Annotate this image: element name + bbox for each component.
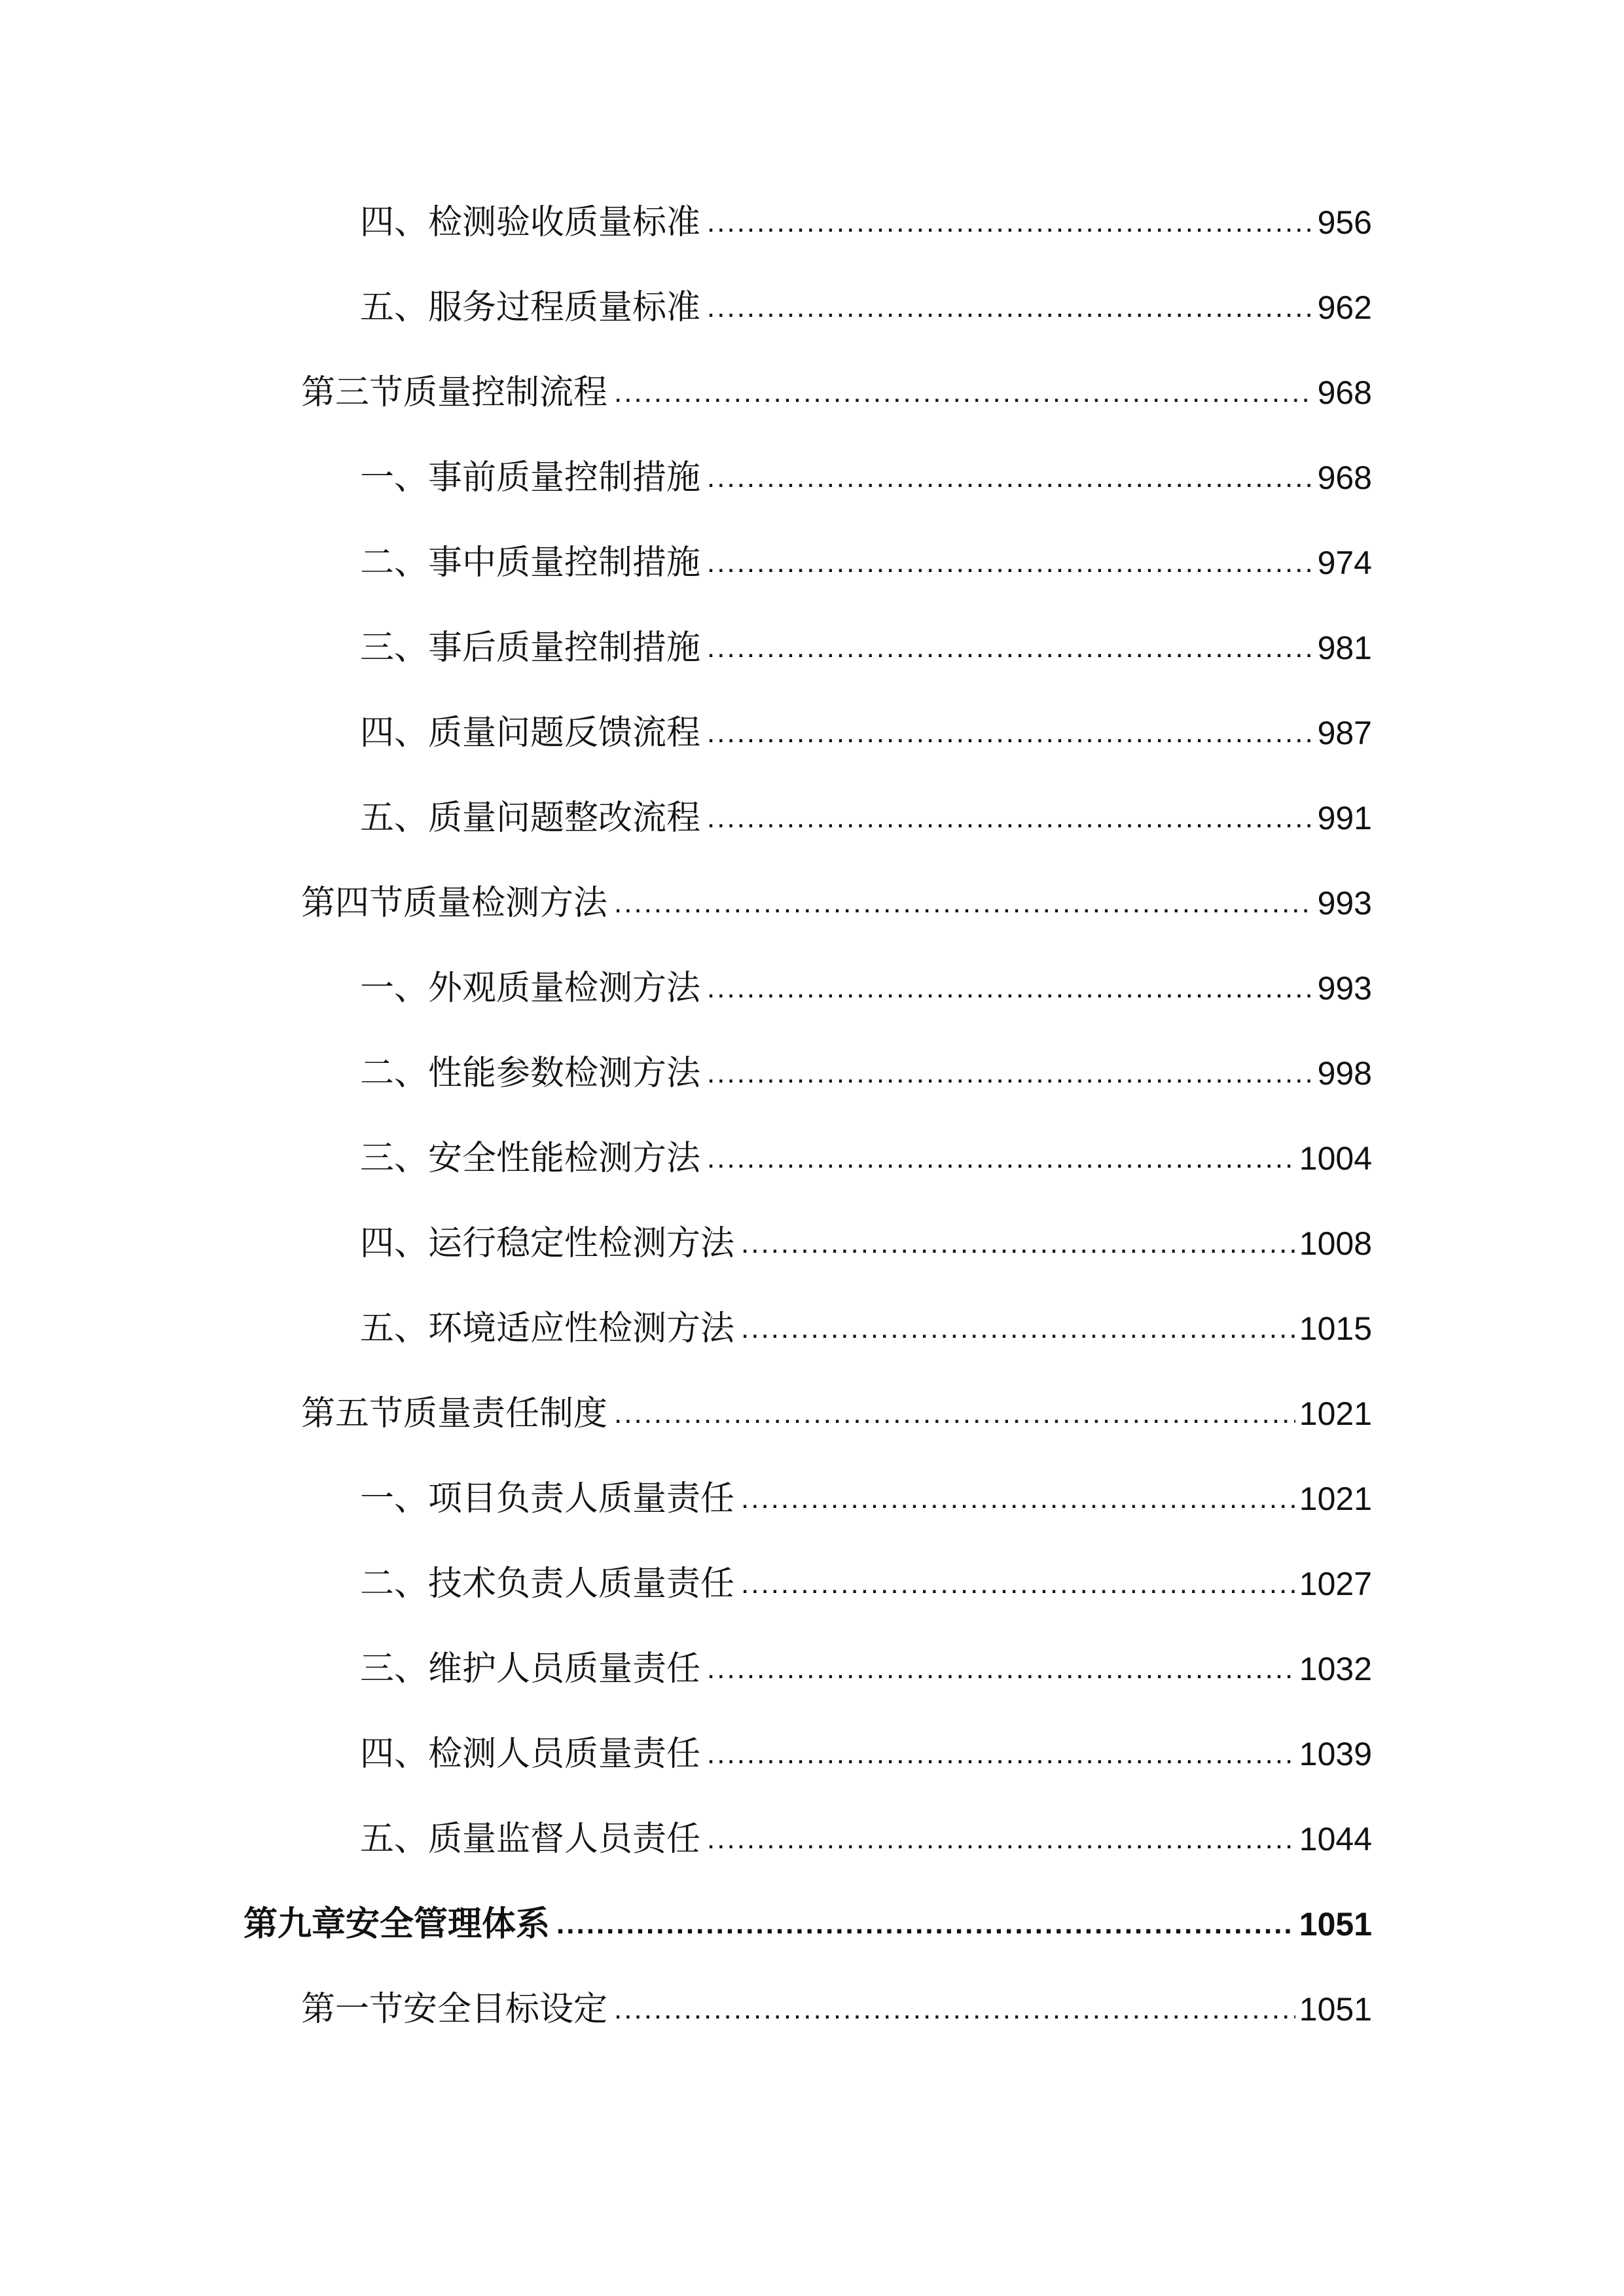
toc-dot-leader bbox=[707, 622, 1314, 674]
toc-entry-page: 968 bbox=[1317, 459, 1372, 496]
toc-dot-leader bbox=[614, 877, 1314, 929]
toc-entry[interactable] bbox=[360, 537, 1372, 589]
toc-entry-page: 1008 bbox=[1299, 1225, 1372, 1262]
toc-entry-title: 四、质量问题反馈流程 bbox=[360, 713, 701, 753]
toc-entry[interactable] bbox=[360, 1047, 1372, 1100]
toc-entry-title: 三、安全性能检测方法 bbox=[360, 1139, 701, 1178]
toc-entry-page: 1004 bbox=[1299, 1140, 1372, 1177]
toc-entry[interactable] bbox=[360, 1302, 1372, 1355]
toc-entry-page: 1044 bbox=[1299, 1821, 1372, 1857]
toc-dot-leader bbox=[707, 537, 1314, 589]
toc-entry-page: 1039 bbox=[1299, 1736, 1372, 1772]
toc-entry-page: 962 bbox=[1317, 289, 1372, 326]
toc-entry-title: 一、项目负责人质量责任 bbox=[360, 1479, 735, 1518]
toc-dot-leader bbox=[556, 1898, 1295, 1950]
toc-dot-leader bbox=[741, 1217, 1295, 1270]
toc-entry[interactable] bbox=[360, 962, 1372, 1014]
toc-entry-page: 981 bbox=[1317, 630, 1372, 666]
toc-entry-title: 五、环境适应性检测方法 bbox=[360, 1309, 735, 1348]
toc-entry-page: 1051 bbox=[1299, 1991, 1372, 2028]
toc-entry-page: 998 bbox=[1317, 1055, 1372, 1092]
toc-entry[interactable] bbox=[360, 281, 1372, 334]
toc-entry-page: 1015 bbox=[1299, 1310, 1372, 1347]
toc-dot-leader bbox=[707, 1132, 1295, 1185]
toc-entry-title: 第四节质量检测方法 bbox=[301, 884, 608, 923]
toc-entry[interactable] bbox=[301, 877, 1372, 929]
toc-entry-title: 五、质量监督人员责任 bbox=[360, 1820, 701, 1859]
toc-dot-leader bbox=[707, 792, 1314, 844]
toc-entry[interactable] bbox=[360, 1558, 1372, 1610]
toc-entry[interactable] bbox=[360, 1132, 1372, 1185]
toc-dot-leader bbox=[707, 962, 1314, 1014]
toc-entry-title: 二、性能参数检测方法 bbox=[360, 1054, 701, 1093]
toc-entry-page: 968 bbox=[1317, 374, 1372, 411]
toc-entry-title: 二、技术负责人质量责任 bbox=[360, 1564, 735, 1604]
toc-dot-leader bbox=[614, 1983, 1295, 2036]
toc-entry-title: 一、外观质量检测方法 bbox=[360, 969, 701, 1008]
toc-dot-leader bbox=[707, 1813, 1295, 1865]
toc-entry-title: 三、维护人员质量责任 bbox=[360, 1649, 701, 1689]
toc-entry-page: 956 bbox=[1317, 204, 1372, 241]
toc-dot-leader bbox=[707, 1047, 1314, 1100]
toc-entry-title: 五、服务过程质量标准 bbox=[360, 288, 701, 327]
toc-dot-leader bbox=[707, 1728, 1295, 1780]
toc-entry-page: 991 bbox=[1317, 800, 1372, 836]
toc-entry[interactable] bbox=[301, 367, 1372, 419]
toc-entry-page: 993 bbox=[1317, 885, 1372, 922]
toc-entry-page: 1021 bbox=[1299, 1480, 1372, 1517]
toc-entry[interactable] bbox=[301, 1388, 1372, 1440]
toc-entry[interactable] bbox=[360, 196, 1372, 249]
toc-entry-title: 第三节质量控制流程 bbox=[301, 373, 608, 412]
toc-entry-title: 一、事前质量控制措施 bbox=[360, 458, 701, 497]
toc-dot-leader bbox=[741, 1558, 1295, 1610]
toc-entry-title: 第一节安全目标设定 bbox=[301, 1990, 608, 2029]
toc-entry[interactable] bbox=[360, 792, 1372, 844]
toc-entry-page: 993 bbox=[1317, 970, 1372, 1007]
toc-dot-leader bbox=[614, 1388, 1295, 1440]
toc-entry[interactable] bbox=[360, 452, 1372, 504]
toc-dot-leader bbox=[707, 1643, 1295, 1695]
toc-dot-leader bbox=[707, 196, 1314, 249]
toc-entry-title: 三、事后质量控制措施 bbox=[360, 628, 701, 668]
toc-dot-leader bbox=[741, 1473, 1295, 1525]
toc-entry-page: 1027 bbox=[1299, 1566, 1372, 1602]
toc-entry-title: 四、运行稳定性检测方法 bbox=[360, 1224, 735, 1263]
toc-dot-leader bbox=[707, 452, 1314, 504]
toc-entry-title: 二、事中质量控制措施 bbox=[360, 543, 701, 583]
toc-entry-page: 1021 bbox=[1299, 1395, 1372, 1432]
toc-entry-page: 1032 bbox=[1299, 1651, 1372, 1687]
toc-entry[interactable] bbox=[360, 1728, 1372, 1780]
toc-entry[interactable] bbox=[360, 1813, 1372, 1865]
toc-entry[interactable] bbox=[360, 1217, 1372, 1270]
toc-entry[interactable] bbox=[360, 707, 1372, 759]
toc-entry-title: 四、检测验收质量标准 bbox=[360, 203, 701, 242]
toc-entry-title: 五、质量问题整改流程 bbox=[360, 798, 701, 838]
toc-entry[interactable] bbox=[360, 1643, 1372, 1695]
toc-entry-title: 第九章安全管理体系 bbox=[244, 1905, 550, 1944]
toc-entry-page: 1051 bbox=[1299, 1906, 1372, 1943]
toc-dot-leader bbox=[707, 281, 1314, 334]
toc-entry[interactable] bbox=[360, 1473, 1372, 1525]
toc-dot-leader bbox=[614, 367, 1314, 419]
toc-entry-title: 四、检测人员质量责任 bbox=[360, 1734, 701, 1774]
toc-entry[interactable] bbox=[301, 1983, 1372, 2036]
toc-entry-page: 987 bbox=[1317, 715, 1372, 751]
toc-entry-title: 第五节质量责任制度 bbox=[301, 1394, 608, 1433]
toc-dot-leader bbox=[707, 707, 1314, 759]
toc-dot-leader bbox=[741, 1302, 1295, 1355]
toc-entry-chapter[interactable] bbox=[244, 1898, 1372, 1950]
toc-entry-page: 974 bbox=[1317, 545, 1372, 581]
toc-entry[interactable] bbox=[360, 622, 1372, 674]
